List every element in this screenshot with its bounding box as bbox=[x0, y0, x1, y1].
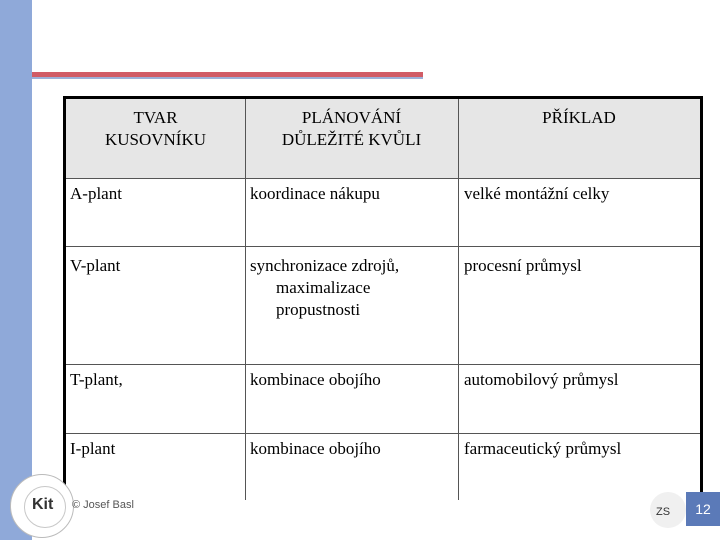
table-cell bbox=[464, 369, 700, 391]
table-cell bbox=[70, 255, 240, 277]
header-line: DŮLEŽITÉ KVŮLI bbox=[281, 130, 422, 149]
row-divider bbox=[66, 364, 700, 365]
table-cell bbox=[250, 369, 455, 391]
row-example: procesní průmysl bbox=[464, 256, 582, 275]
row-planning: koordinace nákupu bbox=[250, 184, 380, 203]
header-line: PLÁNOVÁNÍ bbox=[301, 108, 402, 127]
table-cell bbox=[70, 438, 240, 460]
page-subtitle: ZS bbox=[656, 506, 671, 518]
row-example: automobilový průmysl bbox=[464, 370, 619, 389]
page-number: 12 bbox=[686, 492, 720, 526]
table-cell bbox=[250, 183, 455, 205]
logo-text: Kit bbox=[32, 496, 54, 513]
row-divider bbox=[66, 178, 700, 179]
table-cell bbox=[70, 369, 240, 391]
table-cell bbox=[464, 255, 700, 277]
table-cell bbox=[250, 255, 455, 321]
column-divider bbox=[245, 99, 246, 500]
header-cell-planning bbox=[245, 99, 458, 178]
header-line: PŘÍKLAD bbox=[542, 108, 616, 127]
row-example: farmaceutický průmysl bbox=[464, 439, 622, 458]
row-shape: V-plant bbox=[70, 256, 121, 275]
footer-author: © Josef Basl bbox=[72, 499, 134, 511]
column-divider bbox=[458, 99, 459, 500]
header-line: TVAR bbox=[133, 108, 178, 127]
row-planning: synchronizace zdrojů, bbox=[250, 256, 400, 275]
row-example: velké montážní celky bbox=[464, 184, 610, 203]
row-divider bbox=[66, 433, 700, 434]
row-shape: A-plant bbox=[70, 184, 122, 203]
table-cell bbox=[464, 438, 700, 460]
table-cell bbox=[70, 183, 240, 205]
row-planning: maximalizace bbox=[276, 278, 371, 297]
row-shape: I-plant bbox=[70, 439, 116, 458]
bom-table bbox=[63, 96, 703, 500]
row-planning: propustnosti bbox=[276, 300, 361, 319]
left-accent-bar bbox=[0, 0, 32, 540]
row-divider bbox=[66, 246, 700, 247]
row-planning: kombinace obojího bbox=[250, 370, 381, 389]
header-cell-example bbox=[458, 99, 700, 178]
title-underline-shadow bbox=[32, 77, 423, 79]
header-line: KUSOVNÍKU bbox=[104, 130, 207, 149]
header-cell-shape bbox=[66, 99, 245, 178]
table-cell bbox=[250, 438, 455, 460]
table-cell bbox=[464, 183, 700, 205]
row-shape: T-plant, bbox=[70, 370, 123, 389]
row-planning: kombinace obojího bbox=[250, 439, 381, 458]
